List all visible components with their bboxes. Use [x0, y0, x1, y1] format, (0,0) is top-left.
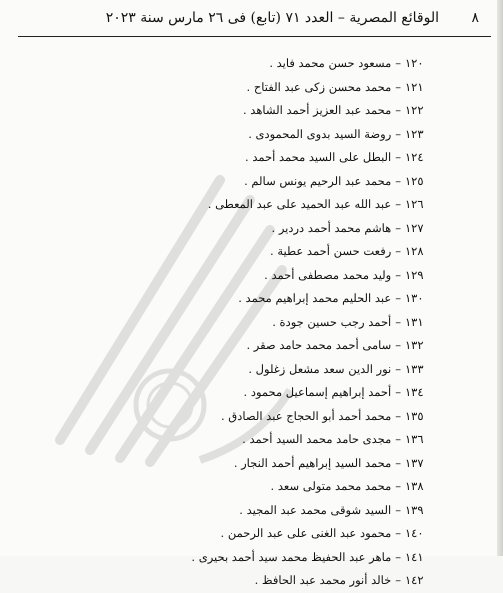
list-item: ١٣٩–السيد شوقى محمد عبد المجيد .	[239, 502, 424, 517]
list-item: ١٢٦–عبد الله عبد الحميد على عبد المعطى .	[207, 197, 424, 211]
list-item: ١٣١–أحمد رجب حسين جودة .	[272, 314, 424, 329]
list-item: ١٣٧–محمد السيد إبراهيم أحمد النجار .	[233, 455, 424, 470]
list-item: ١٣٥–محمد أحمد أبو الحجاج عبد الصادق .	[221, 408, 424, 423]
list-item: ١٣٤–أحمد إبراهيم إسماعيل محمود .	[243, 385, 424, 399]
list-item: ١٢٩–وليد محمد مصطفى أحمد .	[264, 267, 424, 282]
list-item: ١٤٢–خالد أنور محمد عبد الحافظ .	[254, 573, 424, 587]
list-item: ١٣٠–عبد الحليم محمد إبراهيم محمد .	[238, 291, 424, 305]
page-edge-shadow	[497, 0, 503, 556]
list-item: ١٣٦–مجدى حامد محمد السيد أحمد .	[242, 432, 424, 446]
list-item: ١٢٤–البطل على السيد محمد أحمد .	[245, 150, 424, 164]
list-item: ١٤٠–محمود عبد الغنى على عبد الرحمن .	[220, 526, 424, 540]
list-item: ١٢٨–رفعت حسن أحمد عطية .	[270, 244, 424, 258]
list-item: ١٢٥–محمد عبد الرحيم يونس سالم .	[244, 173, 424, 188]
list-item: ١٤١–ماهر عبد الحفيظ محمد سيد أحمد بحيرى .	[191, 549, 424, 564]
page-number: ٨	[471, 10, 479, 26]
list-item: ١٣٣–نور الدين سعد مشعل زغلول .	[248, 361, 424, 376]
list-item: ١٢١–محمد محسن زكى عبد الفتاح .	[246, 79, 424, 94]
list-item: ١٢٠–مسعود حسن محمد فايد .	[269, 56, 424, 70]
list-item: ١٣٢–سامى أحمد محمد حامد صقر .	[246, 338, 424, 352]
gazette-header-title: الوقائع المصرية – العدد ٧١ (تابع) فى ٢٦ مارس سنة ٢٠٢٣	[105, 10, 439, 26]
list-item: ١٣٨–محمد محمد متولى سعد .	[270, 479, 424, 493]
list-item: ١٢٢–محمد عبد العزيز أحمد الشاهد .	[242, 103, 424, 117]
header-rule	[18, 36, 491, 37]
names-list	[173, 52, 433, 593]
list-item: ١٢٣–روضة السيد بدوى المحمودى .	[248, 126, 424, 141]
list-item: ١٢٧–هاشم محمد أحمد دردير .	[271, 220, 424, 235]
